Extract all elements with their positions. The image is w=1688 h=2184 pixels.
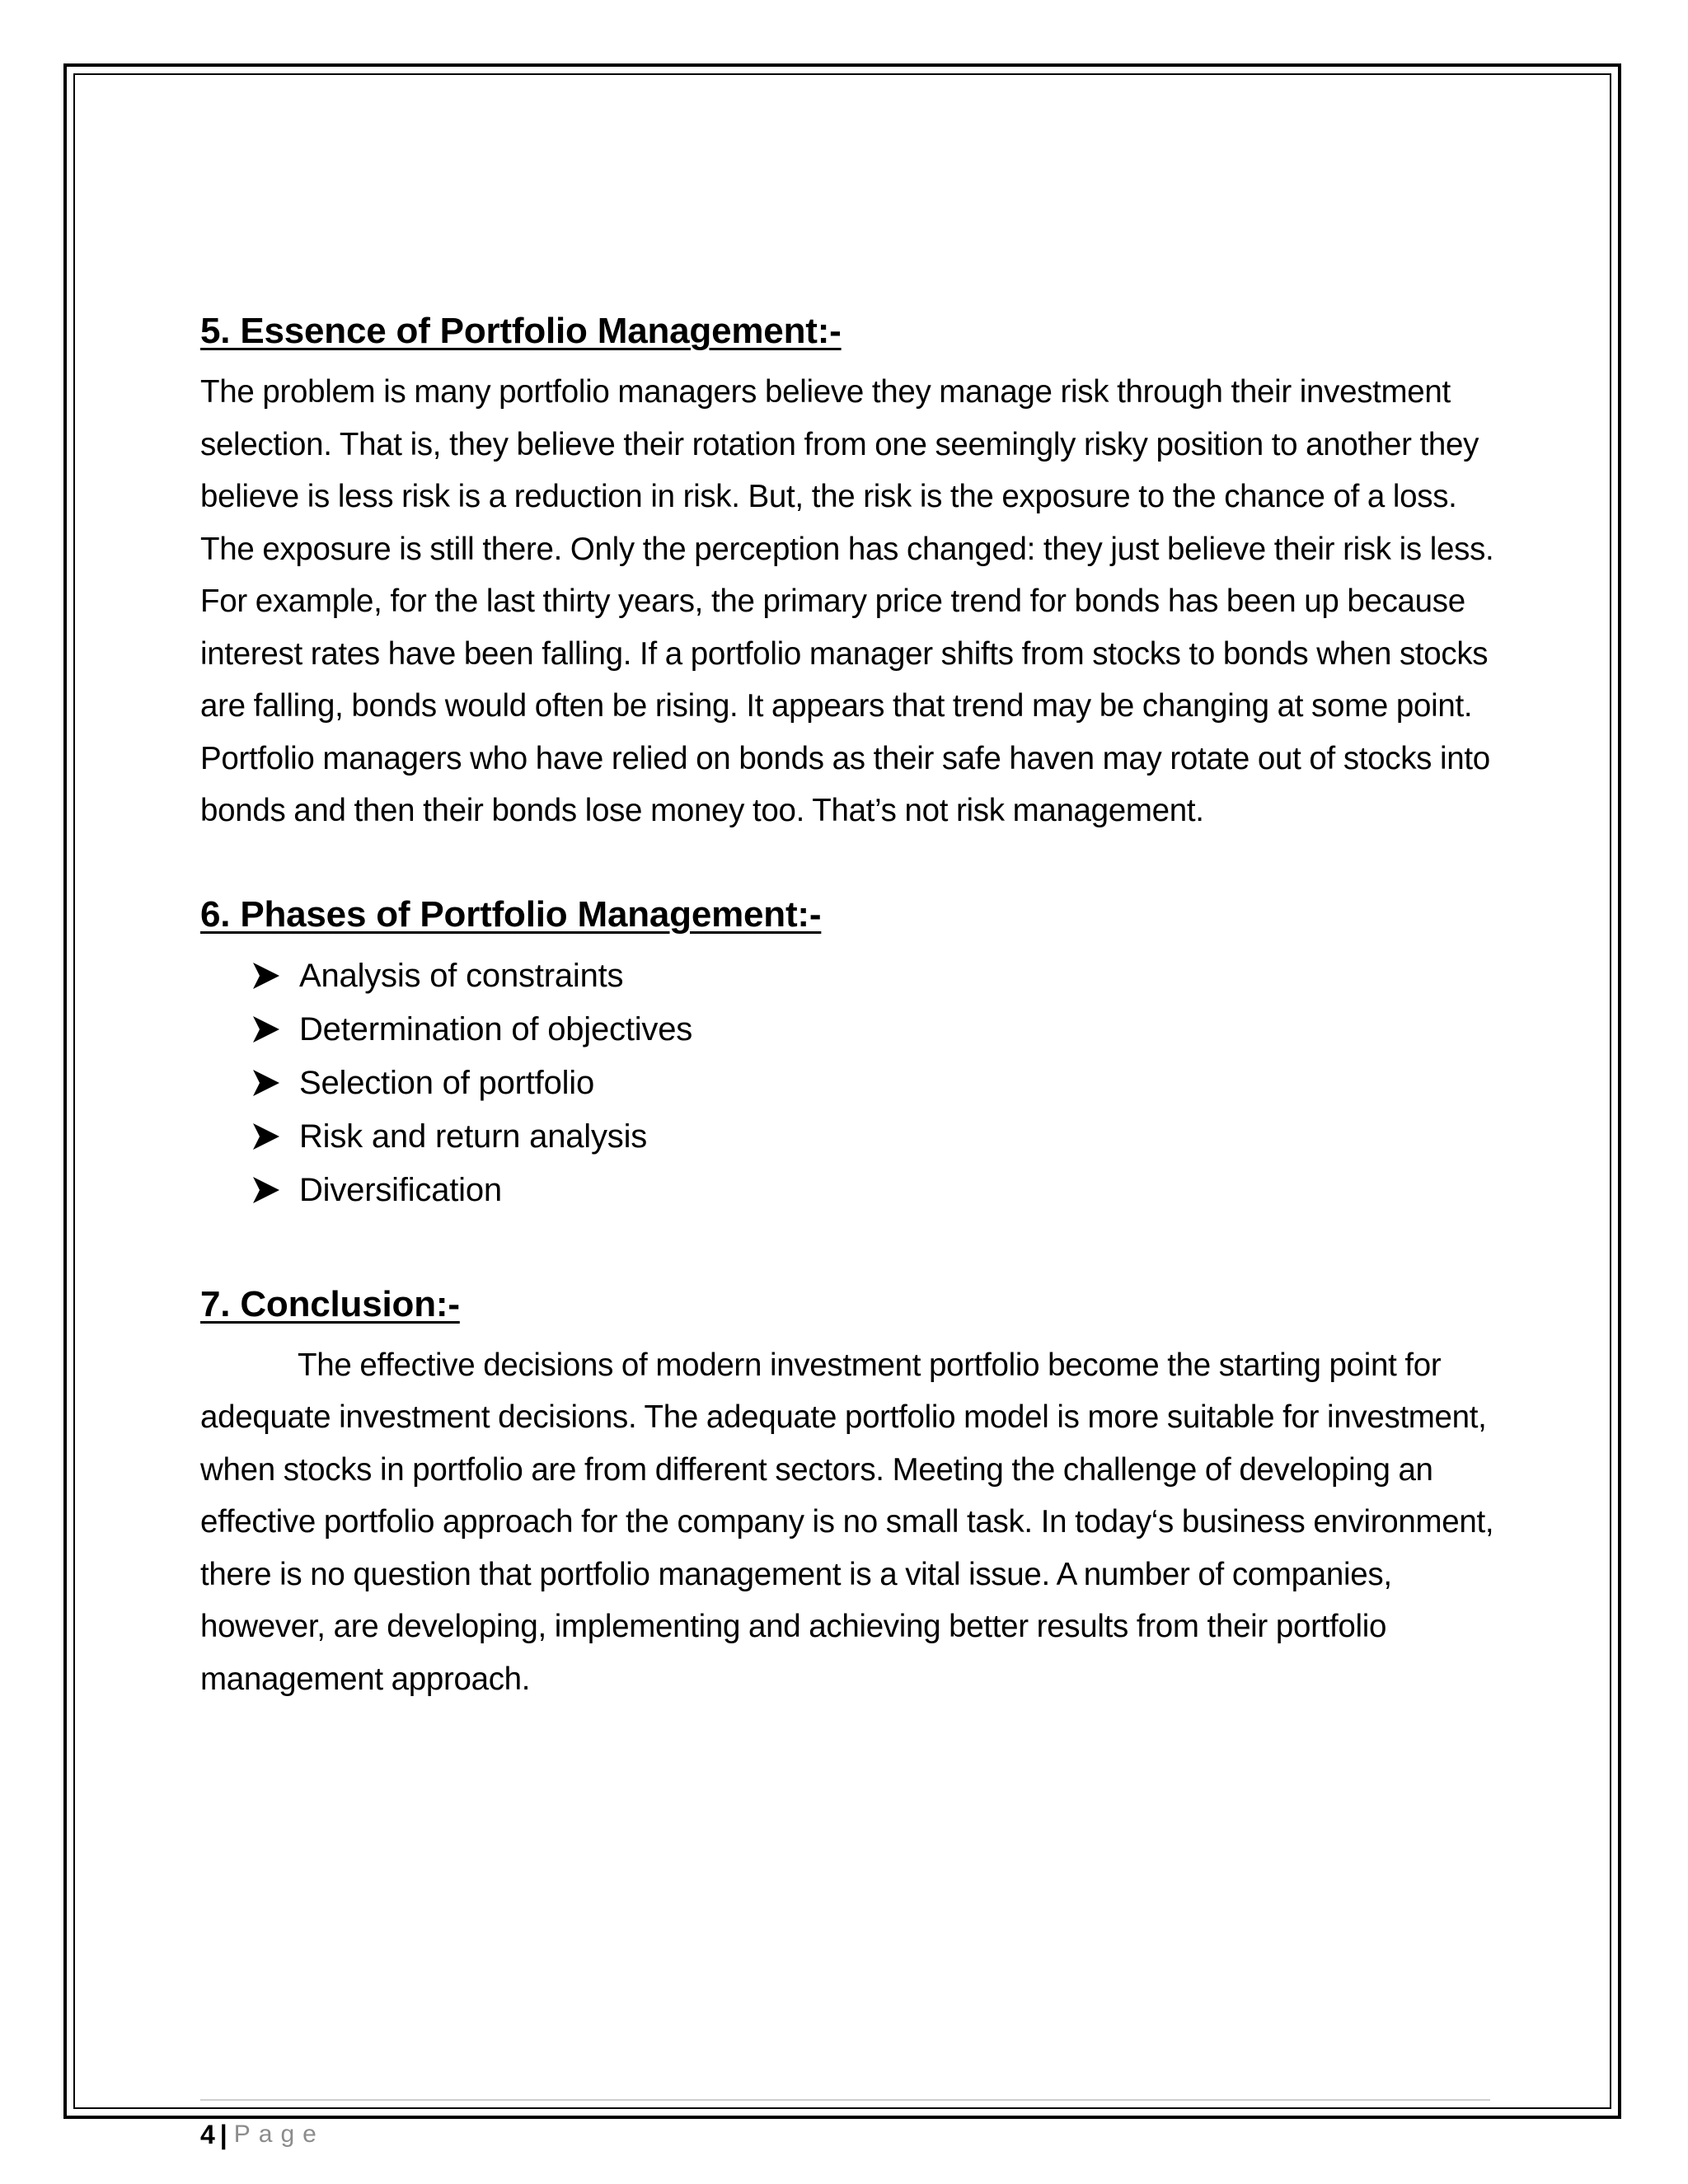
- list-item-label: Diversification: [299, 1171, 502, 1208]
- list-item-label: Determination of objectives: [299, 1010, 693, 1047]
- list-item: [251, 949, 1511, 1003]
- list-item: [251, 1164, 1511, 1217]
- arrowhead-bullet-icon: [251, 1013, 281, 1046]
- section-heading-phases: 6. Phases of Portfolio Management:-: [200, 893, 822, 935]
- page-footer: [200, 2118, 325, 2151]
- page-number: 4: [200, 2120, 215, 2149]
- section-conclusion: [200, 1270, 1511, 1706]
- arrowhead-bullet-icon: [251, 959, 281, 992]
- section-phases: [200, 880, 1511, 1217]
- arrowhead-bullet-icon: [251, 1066, 281, 1099]
- list-item: [251, 1110, 1511, 1164]
- conclusion-paragraph: The effective decisions of modern investment portfolio become the starting point for adequate investment decisions. The adequate portfolio model is more suitable for investment, when stocks in portfolio are from different sectors. Meeting the challenge of developing an effective portfolio approach for the company is no small task. In today‘s business environment, there is no question that portfolio management is a vital issue. A number of companies, however, are developing, implementing and achieving better results from their portfolio management approach.: [200, 1347, 1494, 1697]
- list-item: [251, 1003, 1511, 1057]
- section-heading-conclusion: 7. Conclusion:-: [200, 1283, 460, 1324]
- phases-list: [200, 949, 1511, 1217]
- list-item: [251, 1057, 1511, 1110]
- list-item-label: Risk and return analysis: [299, 1118, 648, 1155]
- footer-divider: [200, 2099, 1490, 2101]
- essence-paragraph: The problem is many portfolio managers believe they manage risk through their investment selection. That is, they believe their rotation from one seemingly risky position to another they believe is less risk is a reduction in risk. But, the risk is the exposure to the chance of a loss. The exposure is still there. Only the perception has changed: they just believe their risk is less. For example, for the last thirty years, the primary price trend for bonds has been up because interest rates have been falling. If a portfolio manager shifts from stocks to bonds when stocks are falling, bonds would often be rising. It appears that trend may be changing at some point. Portfolio managers who have relied on bonds as their safe haven may rotate out of stocks into bonds and then their bonds lose money too. That’s not risk management.: [200, 374, 1494, 828]
- document-body: [200, 297, 1511, 1705]
- section-essence: [200, 297, 1511, 837]
- arrowhead-bullet-icon: [251, 1174, 281, 1207]
- list-item-label: Analysis of constraints: [299, 957, 624, 994]
- page-separator: |: [219, 2120, 227, 2149]
- arrowhead-bullet-icon: [251, 1120, 281, 1153]
- section-heading-essence: 5. Essence of Portfolio Management:-: [200, 311, 842, 351]
- list-item-label: Selection of portfolio: [299, 1064, 595, 1101]
- page-label: Page: [233, 2121, 325, 2148]
